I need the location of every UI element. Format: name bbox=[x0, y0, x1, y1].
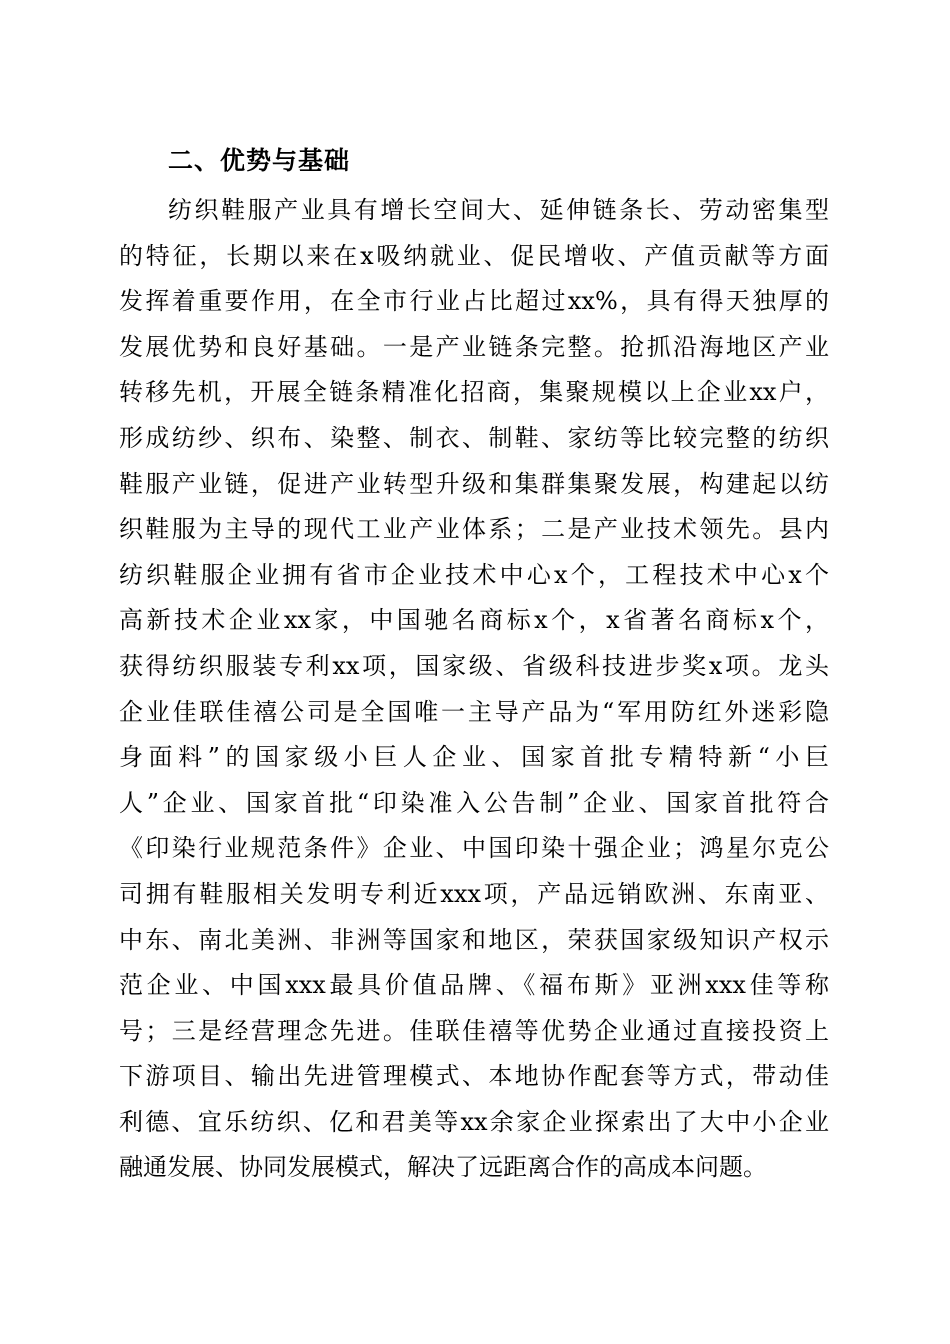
paragraph-line: 发展优势和良好基础。一是产业链条完整。抢抓沿海地区产业 bbox=[119, 332, 829, 361]
paragraph-line: 获得纺织服装专利xx项，国家级、省级科技进步奖x项。龙头 bbox=[119, 651, 829, 680]
paragraph-line: 的特征，长期以来在x吸纳就业、促民增收、产值贡献等方面 bbox=[119, 241, 829, 270]
paragraph-line: 人”企业、国家首批“印染准入公告制”企业、国家首批符合 bbox=[119, 788, 829, 817]
paragraph-line: 纺织鞋服产业具有增长空间大、延伸链条长、劳动密集型 bbox=[168, 196, 829, 224]
paragraph-line: 企业佳联佳禧公司是全国唯一主导产品为“军用防红外迷彩隐 bbox=[119, 697, 829, 726]
paragraph-line: 司拥有鞋服相关发明专利近xxx项，产品远销欧洲、东南亚、 bbox=[119, 879, 829, 908]
paragraph-line: 《印染行业规范条件》企业、中国印染十强企业；鸿星尔克公 bbox=[119, 834, 829, 863]
paragraph-line: 纺织鞋服企业拥有省市企业技术中心x个，工程技术中心x个 bbox=[119, 560, 829, 589]
paragraph-line: 鞋服产业链，促进产业转型升级和集群集聚发展，构建起以纺 bbox=[119, 469, 829, 498]
section-heading: 二、优势与基础 bbox=[168, 146, 351, 175]
paragraph-line: 融通发展、协同发展模式，解决了远距离合作的高成本问题。 bbox=[119, 1153, 767, 1182]
paragraph-line: 发挥着重要作用，在全市行业占比超过xx%，具有得天独厚的 bbox=[119, 287, 829, 316]
paragraph-line: 下游项目、输出先进管理模式、本地协作配套等方式，带动佳 bbox=[119, 1062, 829, 1091]
paragraph-line: 织鞋服为主导的现代工业产业体系；二是产业技术领先。县内 bbox=[119, 515, 829, 544]
body-paragraph bbox=[119, 188, 829, 1191]
paragraph-line: 形成纺纱、织布、染整、制衣、制鞋、家纺等比较完整的纺织 bbox=[119, 423, 829, 452]
paragraph-line: 号；三是经营理念先进。佳联佳禧等优势企业通过直接投资上 bbox=[119, 1016, 829, 1045]
paragraph-line: 利德、宜乐纺织、亿和君美等xx余家企业探索出了大中小企业 bbox=[119, 1107, 829, 1136]
paragraph-line: 身面料”的国家级小巨人企业、国家首批专精特新“小巨 bbox=[119, 743, 829, 772]
paragraph-line: 中东、南北美洲、非洲等国家和地区，荣获国家级知识产权示 bbox=[119, 925, 829, 954]
paragraph-line: 高新技术企业xx家，中国驰名商标x个，x省著名商标x个， bbox=[119, 606, 829, 635]
paragraph-line: 范企业、中国xxx最具价值品牌、《福布斯》亚洲xxx佳等称 bbox=[119, 971, 829, 1000]
paragraph-line: 转移先机，开展全链条精准化招商，集聚规模以上企业xx户， bbox=[119, 378, 829, 407]
